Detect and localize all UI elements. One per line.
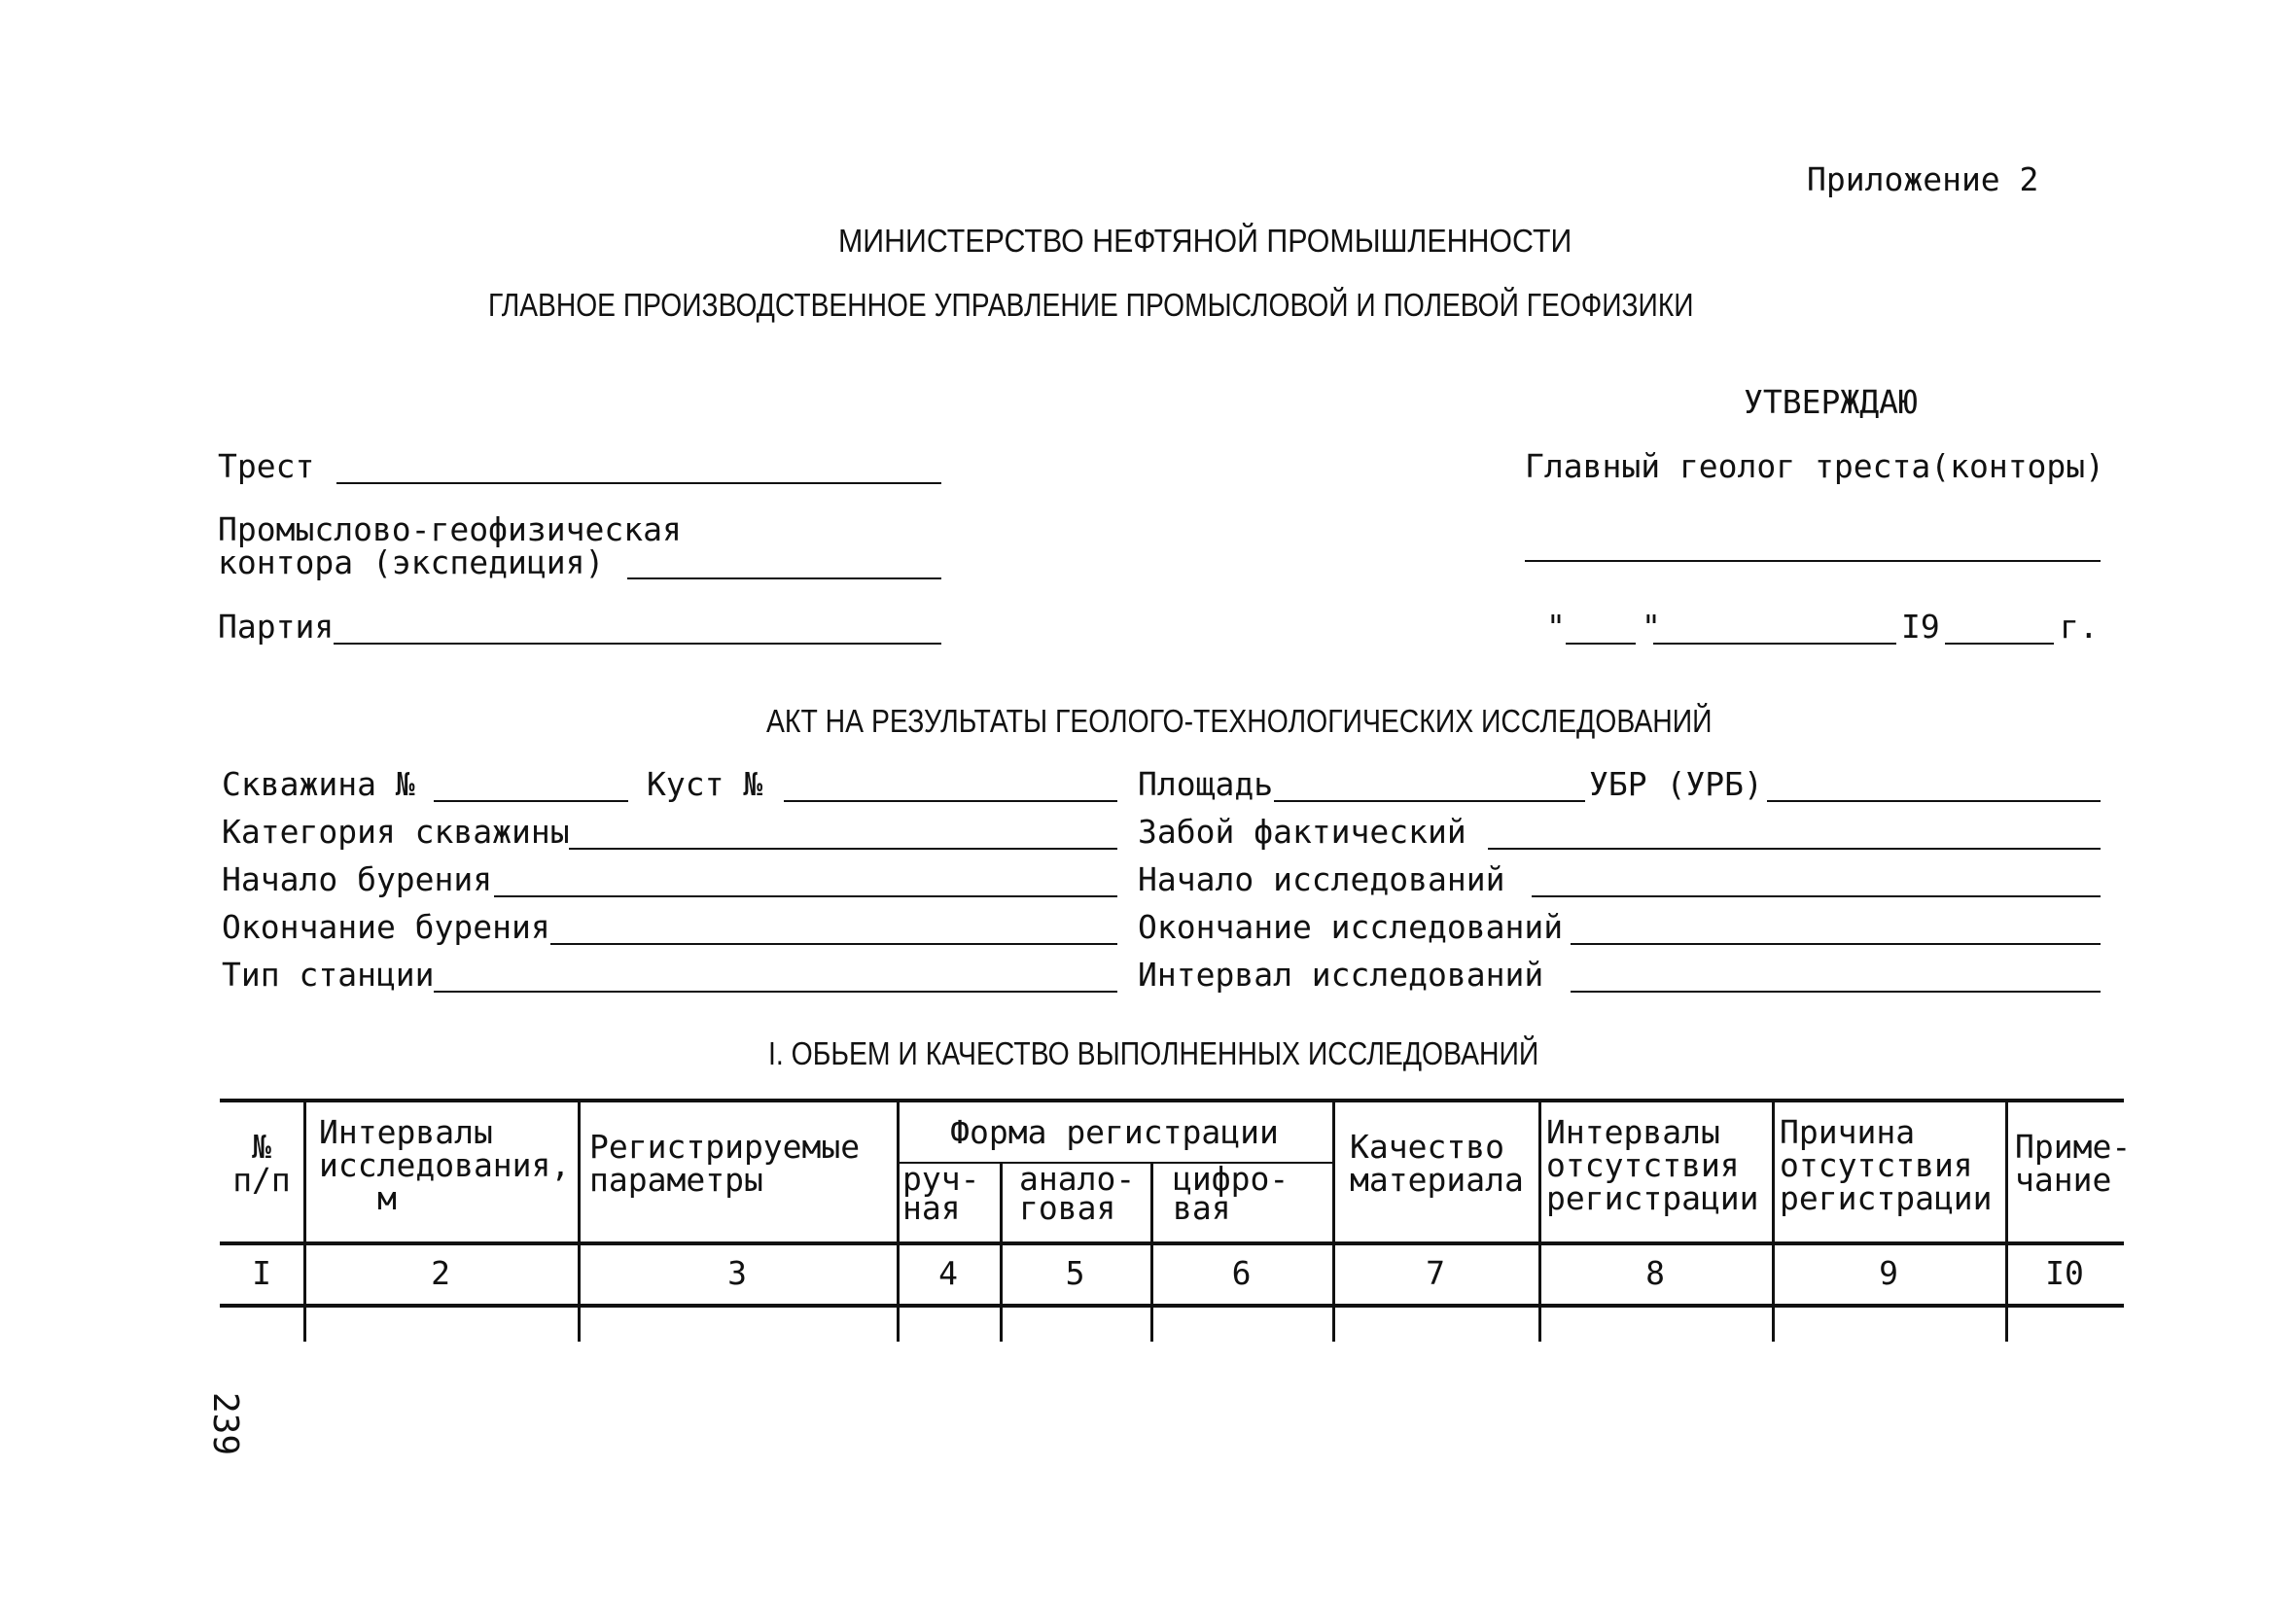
col-divider bbox=[578, 1099, 581, 1342]
col-divider bbox=[2005, 1099, 2008, 1342]
col-number-3: 3 bbox=[727, 1254, 747, 1292]
col-absence-header: Интервалы отсутствия регистрации bbox=[1546, 1113, 1759, 1217]
cluster-label: Куст № bbox=[647, 765, 763, 803]
col-analog-header: анало- говая bbox=[1019, 1160, 1136, 1227]
category-line bbox=[569, 848, 1117, 850]
col-number-1: I bbox=[252, 1254, 271, 1292]
table-header-bottom-rule bbox=[220, 1241, 2124, 1245]
table-number-row-rule bbox=[220, 1304, 2124, 1308]
date-month-line bbox=[1653, 643, 1896, 645]
col-divider bbox=[1772, 1099, 1775, 1342]
col-number-8: 8 bbox=[1645, 1254, 1665, 1292]
trust-line bbox=[336, 482, 941, 484]
signature-line bbox=[1525, 560, 2101, 562]
appendix-label: Приложение 2 bbox=[1807, 160, 2039, 198]
drill-start-line bbox=[494, 895, 1117, 897]
col-number-4: 4 bbox=[938, 1254, 958, 1292]
col-manual-header: руч- ная bbox=[902, 1160, 980, 1227]
well-label: Скважина № bbox=[222, 765, 415, 803]
ubr-line bbox=[1767, 800, 2101, 802]
research-start-line bbox=[1532, 895, 2101, 897]
page-number: 239 bbox=[205, 1392, 245, 1456]
date-quote-close: " bbox=[1642, 608, 1661, 646]
drill-end-label: Окончание бурения bbox=[222, 908, 550, 946]
date-quote-open: " bbox=[1546, 608, 1566, 646]
col-divider bbox=[1538, 1099, 1541, 1342]
col-reason-header: Причина отсутствия регистрации bbox=[1780, 1113, 1993, 1217]
bottom-line bbox=[1488, 848, 2101, 850]
office-label-line1: Промыслово-геофизическая bbox=[218, 510, 682, 548]
directorate-title: ГЛАВНОЕ ПРОИЗВОДСТВЕННОЕ УПРАВЛЕНИЕ ПРОМЫСЛОВОЙ И ПОЛЕВОЙ ГЕОФИЗИКИ bbox=[488, 287, 1694, 323]
col-divider bbox=[1000, 1164, 1003, 1342]
drill-start-label: Начало бурения bbox=[222, 860, 493, 898]
approval-title: УТВЕРЖДАЮ bbox=[1744, 383, 1918, 421]
research-interval-label: Интервал исследований bbox=[1138, 956, 1544, 994]
trust-label: Трест bbox=[218, 447, 315, 485]
office-line bbox=[627, 577, 941, 579]
col-quality-header: Качество материала bbox=[1350, 1128, 1524, 1199]
act-title: АКТ НА РЕЗУЛЬТАТЫ ГЕОЛОГО-ТЕХНОЛОГИЧЕСКИХ ИССЛЕДОВАНИЙ bbox=[766, 703, 1713, 739]
party-line bbox=[334, 643, 941, 645]
approval-position: Главный геолог треста(конторы) bbox=[1525, 447, 2105, 485]
col-divider bbox=[1150, 1164, 1153, 1342]
section-title: I. ОБЬЕМ И КАЧЕСТВО ВЫПОЛНЕННЫХ ИССЛЕДОВАНИЙ bbox=[768, 1035, 1539, 1071]
date-year-line bbox=[1945, 643, 2054, 645]
col-number-10: I0 bbox=[2045, 1254, 2084, 1292]
col-divider bbox=[1332, 1099, 1335, 1342]
col-divider bbox=[303, 1099, 306, 1342]
col-number-7: 7 bbox=[1426, 1254, 1445, 1292]
col-params-header: Регистрируемые параметры bbox=[589, 1128, 861, 1199]
bottom-label: Забой фактический bbox=[1138, 813, 1466, 851]
col-interval-header: Интервалы исследования, м bbox=[319, 1113, 571, 1217]
ubr-label: УБР (УРБ) bbox=[1589, 765, 1763, 803]
research-end-line bbox=[1571, 943, 2101, 945]
research-interval-line bbox=[1571, 991, 2101, 993]
date-year-suffix: г. bbox=[2060, 608, 2099, 646]
office-label-line2: контора (экспедиция) bbox=[218, 543, 605, 581]
cluster-line bbox=[784, 800, 1117, 802]
date-year-prefix: I9 bbox=[1901, 608, 1940, 646]
research-end-label: Окончание исследований bbox=[1138, 908, 1564, 946]
table-top-rule bbox=[220, 1099, 2124, 1102]
col-number-6: 6 bbox=[1231, 1254, 1252, 1292]
col-digital-header: цифро- вая bbox=[1173, 1160, 1289, 1227]
station-line bbox=[434, 991, 1117, 993]
ministry-title: МИНИСТЕРСТВО НЕФТЯНОЙ ПРОМЫШЛЕННОСТИ bbox=[838, 223, 1572, 259]
category-label: Категория скважины bbox=[222, 813, 570, 851]
col-number-5: 5 bbox=[1065, 1254, 1085, 1292]
col-form-header: Форма регистрации bbox=[950, 1113, 1279, 1151]
col-number-9: 9 bbox=[1879, 1254, 1898, 1292]
party-label: Партия bbox=[218, 608, 335, 646]
date-day-line bbox=[1566, 643, 1636, 645]
area-label: Площадь bbox=[1138, 765, 1274, 803]
col-note-header: Приме- чание bbox=[2015, 1128, 2132, 1199]
area-line bbox=[1274, 800, 1585, 802]
research-start-label: Начало исследований bbox=[1138, 860, 1505, 898]
station-label: Тип станции bbox=[222, 956, 435, 994]
drill-end-line bbox=[550, 943, 1117, 945]
well-line bbox=[434, 800, 628, 802]
col-number-2: 2 bbox=[431, 1254, 450, 1292]
col-num-header: № п/п bbox=[232, 1128, 291, 1199]
